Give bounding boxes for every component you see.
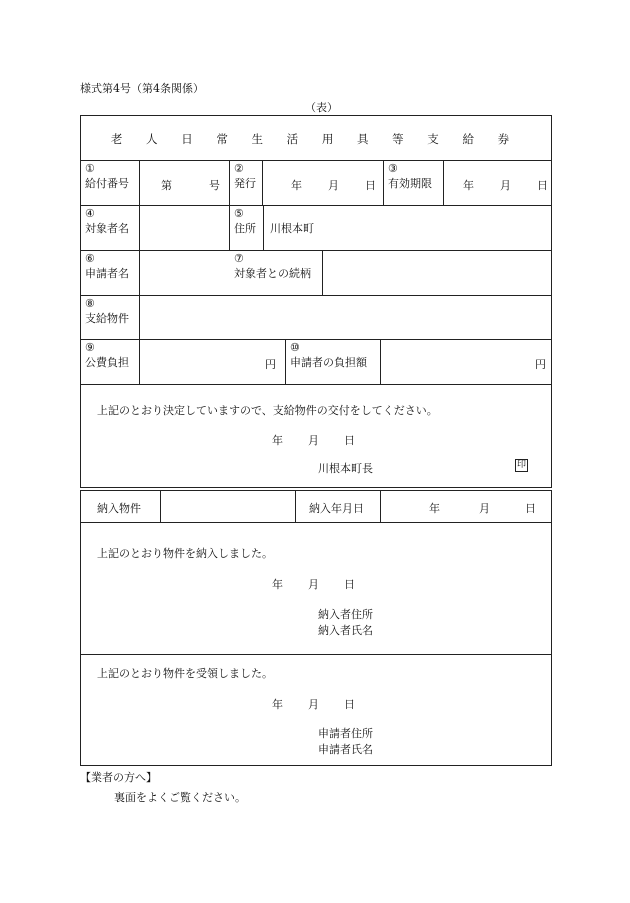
side-label: （表） — [305, 101, 338, 114]
item-number: ④ — [85, 207, 95, 220]
divider — [160, 490, 161, 522]
vendor-heading: 【業者の方へ】 — [80, 771, 157, 784]
divider — [80, 295, 552, 296]
mayor-title: 川根本町長 — [318, 462, 373, 475]
text-day: 日 — [365, 179, 376, 192]
item-number: ⑦ — [234, 252, 244, 265]
item-number: ⑩ — [290, 341, 300, 354]
text-month: 月 — [308, 434, 319, 447]
text-day: 日 — [344, 434, 355, 447]
divider — [229, 160, 230, 250]
label-delivery-date: 納入年月日 — [309, 502, 364, 515]
text-year: 年 — [272, 698, 283, 711]
label-public-burden: 公費負担 — [85, 356, 129, 369]
label-applicant-burden: 申請者の負担額 — [290, 356, 367, 369]
label-delivered-item: 納入物件 — [97, 502, 141, 515]
text-month: 月 — [308, 578, 319, 591]
divider — [80, 522, 552, 523]
divider — [80, 160, 552, 161]
divider — [80, 654, 552, 655]
text-year: 年 — [429, 502, 440, 515]
label-address: 住所 — [234, 222, 256, 235]
voucher-title: 老 人 日 常 生 活 用 具 等 支 給 券 — [110, 132, 520, 146]
text-year: 年 — [463, 179, 474, 192]
label-applicant-name: 申請者名 — [85, 267, 129, 280]
receipt-text: 上記のとおり物件を受領しました。 — [97, 667, 273, 680]
item-number: ⑤ — [234, 207, 244, 220]
divider — [80, 339, 552, 340]
item-number: ③ — [388, 162, 398, 175]
divider — [285, 339, 286, 384]
text-yen: 円 — [265, 358, 276, 371]
form-number: 様式第4号（第4条関係） — [80, 82, 204, 95]
divider — [443, 160, 444, 205]
text-day: 日 — [344, 698, 355, 711]
delivery-text: 上記のとおり物件を納入しました。 — [97, 547, 273, 560]
divider — [322, 250, 323, 295]
label-supply-item: 支給物件 — [85, 312, 129, 325]
label-applicant-name-sign: 申請者氏名 — [318, 743, 373, 756]
text-yen: 円 — [535, 358, 546, 371]
label-issue: 発行 — [234, 177, 256, 190]
divider — [80, 250, 552, 251]
text-day: 日 — [537, 179, 548, 192]
label-subject-name: 対象者名 — [85, 222, 129, 235]
item-number: ① — [85, 162, 95, 175]
divider — [380, 490, 381, 522]
item-number: ② — [234, 162, 244, 175]
text-year: 年 — [291, 179, 302, 192]
divider — [380, 339, 381, 384]
vendor-note: 裏面をよくご覧ください。 — [114, 791, 246, 804]
text-day: 日 — [344, 578, 355, 591]
text-dai: 第 — [161, 179, 172, 192]
item-number: ⑧ — [85, 297, 95, 310]
text-day: 日 — [525, 502, 536, 515]
divider — [262, 160, 263, 205]
decision-text: 上記のとおり決定していますので、支給物件の交付をしてください。 — [97, 404, 438, 417]
item-number: ⑨ — [85, 341, 95, 354]
label-relationship: 対象者との続柄 — [234, 267, 311, 280]
divider — [295, 490, 296, 522]
divider — [80, 205, 552, 206]
divider — [80, 384, 552, 385]
seal-mark: 印 — [516, 460, 526, 470]
label-deliverer-address: 納入者住所 — [318, 608, 373, 621]
address-value: 川根本町 — [270, 222, 314, 235]
label-deliverer-name: 納入者氏名 — [318, 624, 373, 637]
delivery-table — [80, 490, 552, 766]
divider — [139, 160, 140, 384]
text-month: 月 — [479, 502, 490, 515]
label-applicant-address: 申請者住所 — [318, 727, 373, 740]
item-number: ⑥ — [85, 252, 95, 265]
text-year: 年 — [272, 578, 283, 591]
text-month: 月 — [308, 698, 319, 711]
text-gou: 号 — [209, 179, 220, 192]
text-month: 月 — [500, 179, 511, 192]
label-benefit-number: 給付番号 — [85, 177, 129, 190]
text-month: 月 — [328, 179, 339, 192]
label-validity: 有効期限 — [388, 177, 432, 190]
divider — [383, 160, 384, 205]
divider — [263, 205, 264, 250]
text-year: 年 — [272, 434, 283, 447]
